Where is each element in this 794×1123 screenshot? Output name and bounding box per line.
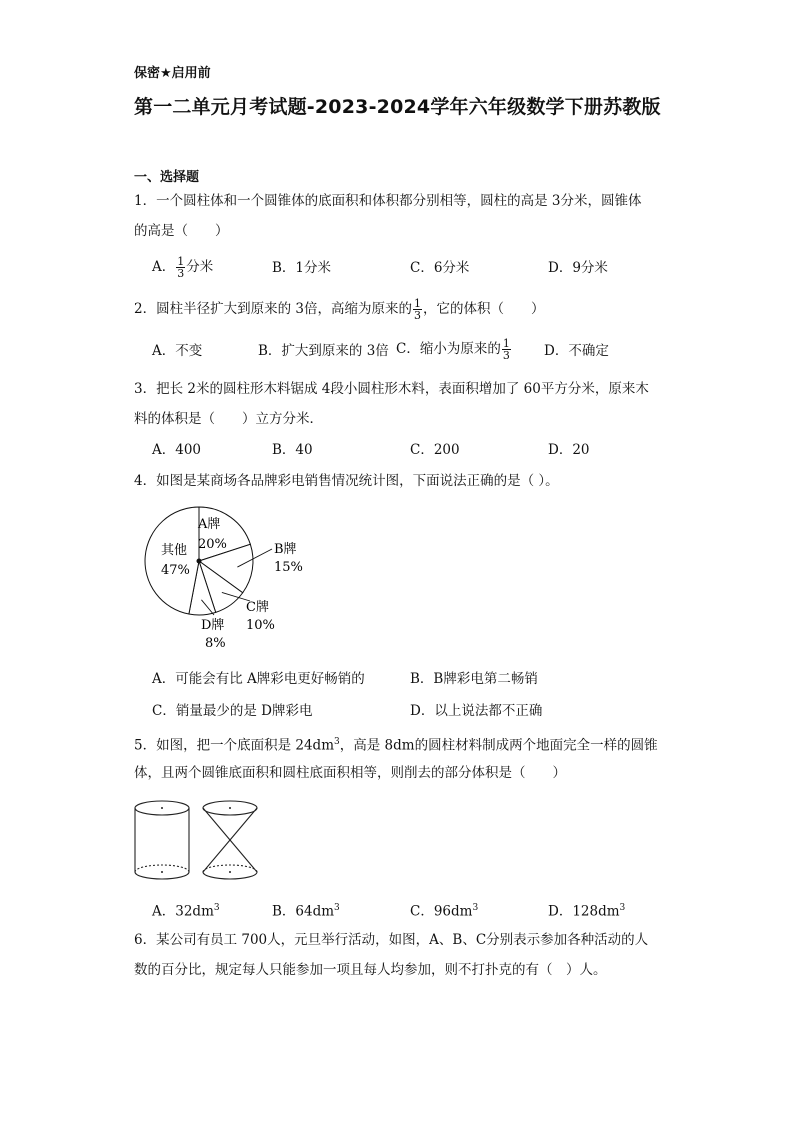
option-a-unit: 分米: [186, 259, 214, 275]
pie-label-d-name: D牌: [201, 618, 225, 633]
question-1-option-a[interactable]: [152, 256, 213, 279]
question-3-option-d[interactable]: D．20: [548, 442, 590, 458]
fraction-denominator: 3: [413, 309, 421, 322]
pie-label-a-name: A牌: [198, 517, 221, 532]
question-5-line-2: 体，且两个圆锥底面积和圆柱底面积相等，则削去的部分体积是（ ）: [134, 765, 566, 781]
fraction-denominator: 3: [177, 267, 185, 280]
question-4-line-1: 4．如图是某商场各品牌彩电销售情况统计图，下面说法正确的是（ ）。: [134, 473, 559, 489]
option-c-text: C．96dm: [410, 903, 473, 920]
question-2-option-d[interactable]: D．不确定: [544, 343, 609, 359]
question-4-option-a[interactable]: A．可能会有比 A牌彩电更好畅销的: [152, 671, 365, 687]
section-heading: 一、选择题: [134, 170, 200, 185]
pie-label-b-value: 15%: [274, 560, 303, 575]
question-1-line-1: 1．一个圆柱体和一个圆锥体的底面积和体积都分别相等，圆柱的高是 3分米，圆锥体: [134, 193, 642, 209]
page-title: 第一二单元月考试题-2023-2024学年六年级数学下册苏教版: [134, 96, 661, 118]
cylinder-bottom-back: [135, 865, 189, 872]
superscript-3: 3: [334, 737, 340, 747]
question-4-option-d[interactable]: D．以上说法都不正确: [410, 703, 543, 719]
cylinder-top-center: [161, 807, 163, 809]
fraction-one-third: [413, 298, 422, 321]
fraction-numerator: 1: [502, 337, 510, 350]
cone-top-center: [229, 807, 231, 809]
question-5-option-a[interactable]: [152, 899, 220, 921]
fraction-one-third: [502, 338, 511, 361]
question-3-line-2: 料的体积是（ ）立方分米．: [134, 411, 323, 427]
pie-chart: [140, 505, 320, 655]
fraction-one-third: [176, 256, 185, 279]
pie-label-c-value: 10%: [246, 618, 275, 633]
question-5-option-d[interactable]: [548, 899, 625, 921]
confidential-mark: 保密★启用前: [134, 66, 211, 81]
question-2-option-a[interactable]: A．不变: [152, 343, 203, 359]
cylinder-cone-figure: [130, 796, 270, 888]
fraction-numerator: 1: [413, 297, 421, 310]
question-1-line-2: 的高是（ ）: [134, 223, 229, 239]
fraction-numerator: 1: [177, 255, 185, 268]
question-5-text-a: 5．如图，把一个底面积是 24dm: [134, 737, 335, 754]
cone-bottom-front: [203, 872, 257, 879]
superscript-3: 3: [213, 903, 220, 913]
question-2-option-b[interactable]: B．扩大到原来的 3倍: [258, 343, 389, 359]
question-6-line-1: 6．某公司有员工 700人，元旦举行活动，如图，A、B、C分别表示参加各种活动的人: [134, 932, 649, 948]
cylinder-bottom-front: [135, 872, 189, 879]
question-3-option-b[interactable]: B．40: [272, 442, 313, 458]
question-3-line-1: 3．把长 2米的圆柱形木料锯成 4段小圆柱形木料，表面积增加了 60平方分米，原来木: [134, 381, 649, 397]
pie-label-a-value: 20%: [198, 537, 227, 552]
pie-label-other-value: 47%: [161, 563, 190, 578]
question-2-line-1: [134, 298, 544, 321]
question-1-option-c[interactable]: C．6分米: [410, 260, 470, 276]
superscript-3: 3: [619, 903, 626, 913]
question-5-line-1: [134, 733, 658, 755]
cone-bottom-back: [203, 865, 257, 872]
pie-slice-5: [145, 507, 199, 614]
question-5-option-c[interactable]: [410, 899, 478, 921]
question-1-option-b[interactable]: B．1分米: [272, 260, 332, 276]
option-b-text: B．64dm: [272, 903, 335, 920]
question-5-option-b[interactable]: [272, 899, 340, 921]
option-a-prefix: A．: [152, 259, 176, 275]
question-4-option-c[interactable]: C．销量最少的是 D牌彩电: [152, 703, 313, 719]
question-1-option-d[interactable]: D．9分米: [548, 260, 608, 276]
superscript-3: 3: [334, 903, 340, 913]
question-2-option-c[interactable]: [396, 338, 512, 361]
pie-label-c-name: C牌: [246, 600, 269, 615]
question-3-option-a[interactable]: A．400: [152, 442, 202, 458]
pie-label-d-value: 8%: [205, 636, 226, 651]
pie-center-dot: [197, 559, 202, 564]
fraction-denominator: 3: [502, 349, 510, 362]
superscript-3: 3: [472, 903, 479, 913]
question-2-text-a: 2．圆柱半径扩大到原来的 3倍，高缩为原来的: [134, 301, 412, 317]
option-c-prefix: C．缩小为原来的: [396, 341, 501, 357]
question-6-line-2: 数的百分比，规定每人只能参加一项且每人均参加，则不打扑克的有（ ）人。: [134, 962, 607, 978]
pie-label-b-name: B牌: [274, 542, 297, 557]
question-5-text-b: ，高是 8dm的圆柱材料制成两个地面完全一样的圆锥: [339, 737, 658, 754]
option-d-text: D．128dm: [548, 903, 620, 920]
cone-bottom-center: [229, 871, 231, 873]
question-4-option-b[interactable]: B．B牌彩电第二畅销: [410, 671, 538, 687]
cylinder-bottom-center: [161, 871, 163, 873]
option-a-text: A．32dm: [152, 903, 214, 920]
question-3-option-c[interactable]: C．200: [410, 442, 460, 458]
pie-label-other-name: 其他: [161, 543, 188, 558]
question-2-text-b: ，它的体积（ ）: [422, 301, 545, 317]
